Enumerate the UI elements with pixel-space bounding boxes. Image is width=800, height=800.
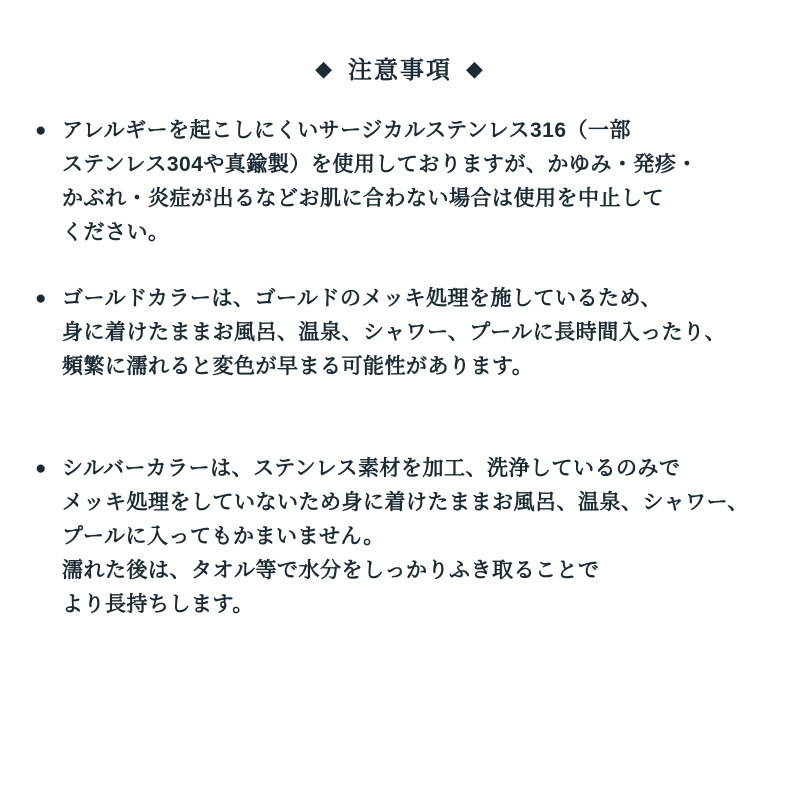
notice-line: 身に着けたままお風呂、温泉、シャワー、プールに長時間入ったり、 [62,321,727,344]
bullet-icon: ● [35,120,47,141]
notice-line: メッキ処理をしていないため身に着けたままお風呂、温泉、シャワー、 [62,491,749,514]
notice-line: より長持ちします。 [62,593,254,616]
notice-item-silver-color [35,452,749,622]
notice-line: かぶれ・炎症が出るなどお肌に合わない場合は使用を中止して [62,187,664,210]
page-title [0,50,800,85]
notice-line: ください。 [62,221,170,244]
notice-line: 頻繁に濡れると変色が早まる可能性があります。 [62,355,534,378]
notice-line: ステンレス304や真鍮製）を使用しておりますが、かゆみ・発疹・ [62,153,698,176]
notice-line: シルバーカラーは、ステンレス素材を加工、洗浄しているのみで [62,457,681,480]
notice-line: プールに入ってもかまいません。 [62,525,385,548]
bullet-icon: ● [35,458,47,479]
notice-item-gold-color [35,282,726,384]
notice-line: アレルギーを起こしにくいサージカルステンレス316（一部 [62,119,631,142]
notice-text [62,114,698,250]
notice-text [62,452,749,622]
bullet-icon: ● [35,288,47,309]
diamond-icon: ◆ [315,55,334,81]
notice-line: ゴールドカラーは、ゴールドのメッキ処理を施しているため、 [62,287,662,310]
notice-item-allergy [35,114,698,250]
page-title-text: 注意事項 [348,57,452,84]
notice-text [62,282,726,384]
diamond-icon: ◆ [466,55,485,81]
notice-line: 濡れた後は、タオル等で水分をしっかりふき取ることで [62,559,600,582]
